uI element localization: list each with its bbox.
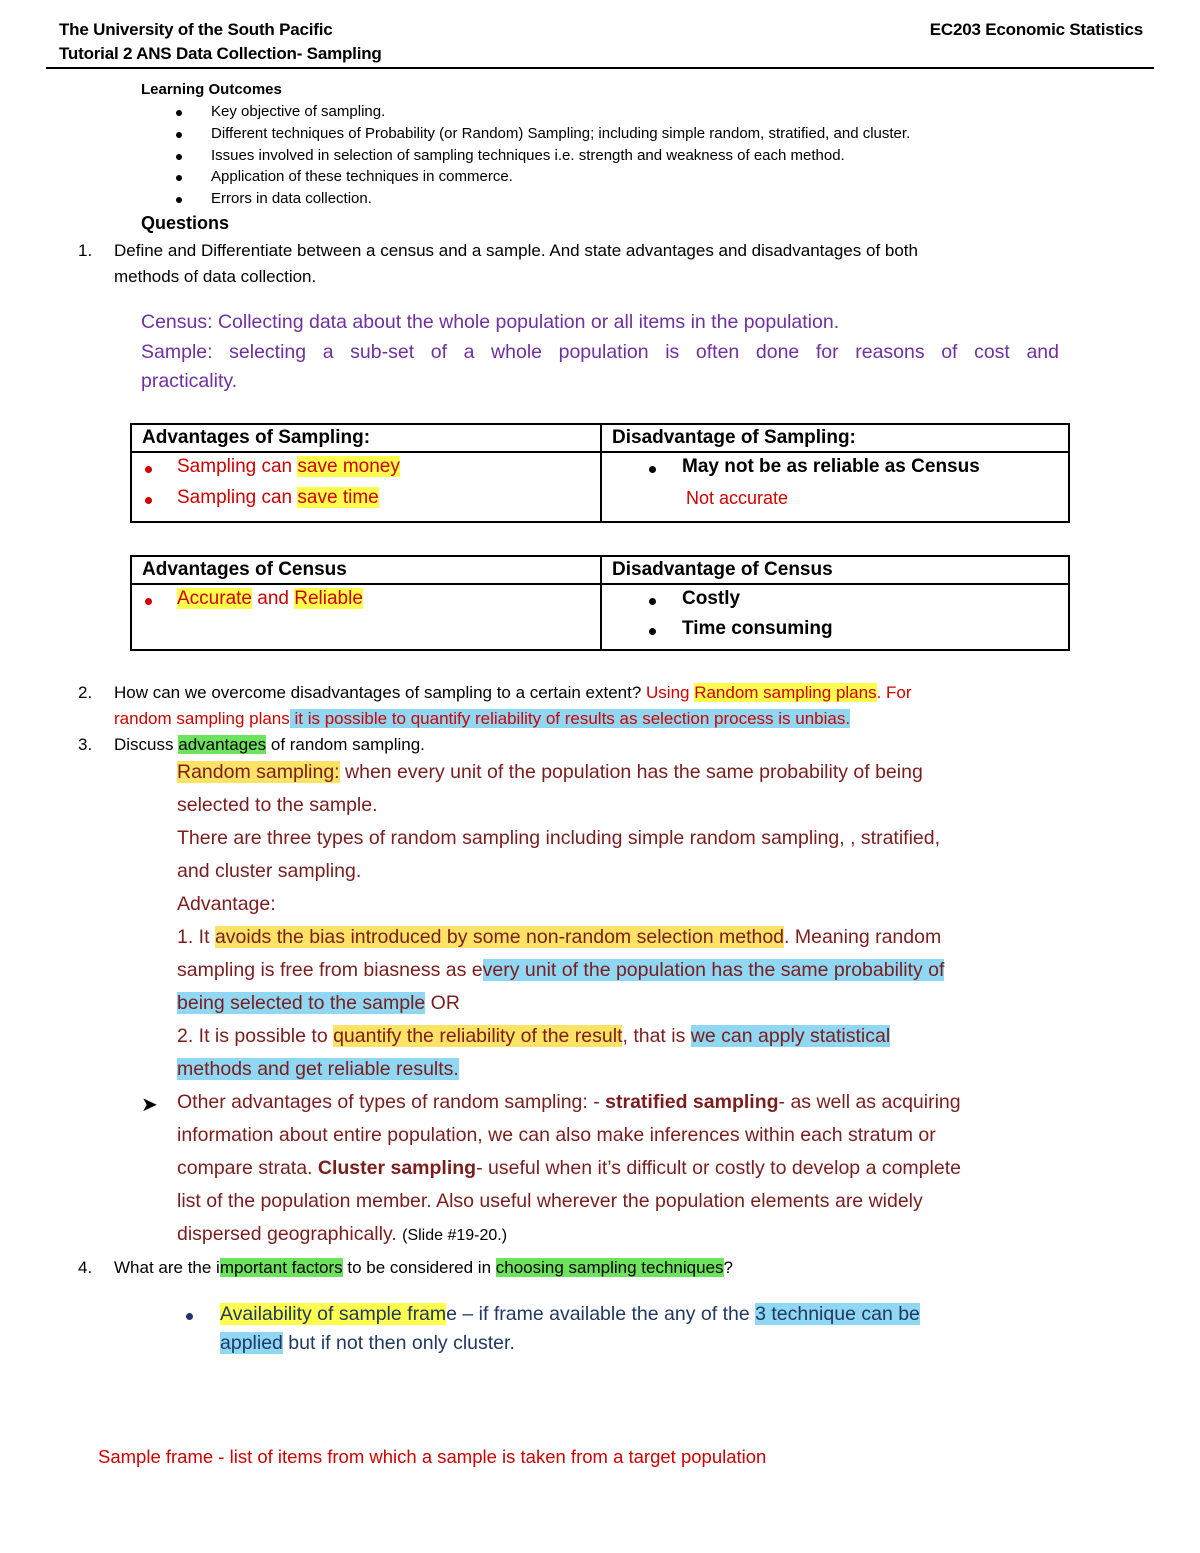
bullet-icon (145, 598, 152, 605)
learning-outcomes-title: Learning Outcomes (141, 81, 282, 98)
q3-definition-line-1: Random sampling: when every unit of the population has the same probability of being (177, 761, 923, 783)
arrow-bullet-icon: ➤ (141, 1094, 158, 1116)
q3-types-line-1: There are three types of random sampling including simple random sampling, , stratified, (177, 827, 941, 849)
census-adv-header: Advantages of Census (142, 559, 347, 580)
question-number: 4. (78, 1258, 93, 1277)
question-1-line-2: methods of data collection. (114, 267, 317, 286)
sampling-dis-header: Disadvantage of Sampling: (612, 427, 856, 448)
census-dis-item: Time consuming (682, 618, 833, 639)
sample-frame-note: Sample frame - list of items from which a sample is taken from a target population (98, 1446, 767, 1467)
sampling-adv-item: Sampling can save time (177, 487, 379, 508)
bullet-icon (176, 197, 182, 203)
census-definition: Census: Collecting data about the whole population or all items in the population. (141, 311, 840, 333)
q3-advantage-1-line-1: 1. It avoids the bias introduced by some non-random selection method. Meaning random (177, 926, 942, 948)
q3-other-line-1: Other advantages of types of random sampling: - stratified sampling- as well as acquiring (177, 1091, 961, 1113)
bullet-icon (649, 628, 656, 635)
q4-answer-line-1: Availability of sample frame – if frame available the any of the 3 technique can be (220, 1303, 920, 1325)
q3-other-line-5: dispersed geographically. (Slide #19-20.) (177, 1223, 508, 1245)
outcome-text: Errors in data collection. (211, 190, 372, 207)
q3-advantage-1-line-3: being selected to the sample OR (177, 992, 460, 1014)
tutorial-title: Tutorial 2 ANS Data Collection- Sampling (59, 44, 382, 63)
census-adv-item: Accurate and Reliable (177, 588, 363, 609)
census-dis-header: Disadvantage of Census (612, 559, 833, 580)
question-2-line-1: How can we overcome disadvantages of sampling to a certain extent? Using Random sampling plans. For (114, 683, 912, 702)
bullet-icon (176, 175, 182, 181)
course-code: EC203 Economic Statistics (929, 20, 1143, 39)
sampling-dis-note: Not accurate (686, 488, 789, 508)
outcome-text: Key objective of sampling. (211, 103, 386, 120)
sampling-adv-item: Sampling can save money (177, 456, 400, 477)
q3-definition-line-2: selected to the sample. (177, 794, 378, 816)
question-number: 3. (78, 735, 93, 754)
q3-types-line-2: and cluster sampling. (177, 860, 362, 882)
bullet-icon (176, 110, 182, 116)
question-number: 1. (78, 241, 93, 260)
header-divider (46, 67, 1154, 69)
question-2-line-2: random sampling plans it is possible to quantify reliability of results as selection process is unbias. (114, 709, 851, 728)
sampling-dis-item: May not be as reliable as Census (682, 456, 980, 477)
census-table (130, 555, 1070, 651)
sample-definition-line-2: practicality. (141, 370, 238, 392)
q3-other-line-3: compare strata. Cluster sampling- useful when it’s difficult or costly to develop a complete (177, 1157, 961, 1179)
bullet-icon (145, 466, 152, 473)
outcome-text: Application of these techniques in commerce. (211, 168, 513, 185)
bullet-icon (649, 598, 656, 605)
slide-reference: (Slide #19-20.) (402, 1227, 508, 1244)
sampling-adv-header: Advantages of Sampling: (142, 427, 371, 448)
question-number: 2. (78, 683, 93, 702)
bullet-icon (186, 1313, 193, 1320)
q3-advantage-2-line-1: 2. It is possible to quantify the reliability of the result, that is we can apply statistical (177, 1025, 891, 1047)
question-1-line-1: Define and Differentiate between a census and a sample. And state advantages and disadvantages of both (114, 241, 918, 260)
census-dis-item: Costly (682, 588, 741, 609)
question-3-text: Discuss advantages of random sampling. (114, 735, 425, 754)
question-4-text: What are the important factors to be considered in choosing sampling techniques? (114, 1258, 733, 1277)
q3-other-line-2: information about entire population, we can also make inferences within each stratum or (177, 1124, 936, 1146)
q3-other-line-4: list of the population member. Also useful wherever the population elements are widely (177, 1190, 923, 1212)
questions-title: Questions (141, 213, 230, 233)
sample-definition-line-1: Sample: selecting a sub-set of a whole population is often done for reasons of cost and (141, 341, 1059, 363)
q3-advantage-2-line-2: methods and get reliable results. (177, 1058, 459, 1080)
q3-advantage-1-line-2: sampling is free from biasness as every unit of the population has the same probability of (177, 959, 945, 981)
q4-answer-line-2: applied but if not then only cluster. (220, 1332, 515, 1354)
bullet-icon (145, 497, 152, 504)
bullet-icon (176, 132, 182, 138)
outcome-text: Issues involved in selection of sampling techniques i.e. strength and weakness of each method. (211, 147, 845, 164)
outcome-text: Different techniques of Probability (or Random) Sampling; including simple random, stratified, and cluster. (211, 125, 911, 142)
sampling-table (130, 423, 1070, 523)
bullet-icon (649, 466, 656, 473)
q3-advantage-label: Advantage: (177, 893, 276, 915)
bullet-icon (176, 154, 182, 160)
university-name: The University of the South Pacific (59, 20, 333, 39)
